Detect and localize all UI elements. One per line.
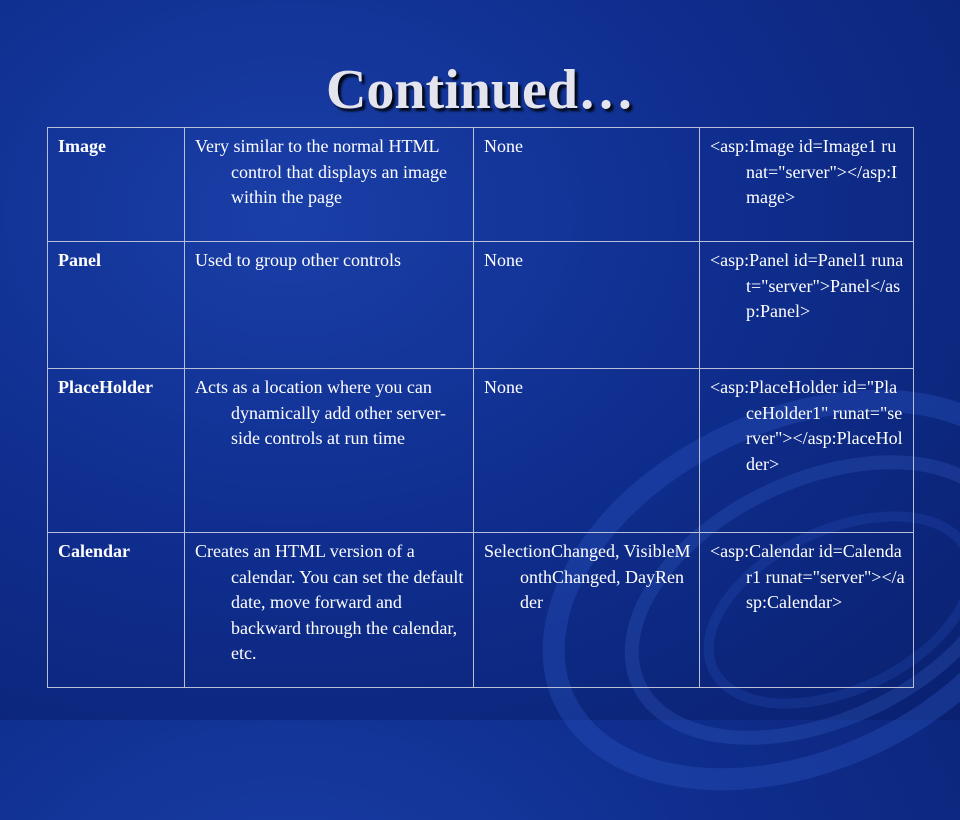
syntax-cell [700, 242, 914, 369]
syntax-text: <asp:Image id=Image1 runat="server"></asp:Image> [710, 136, 898, 207]
syntax-text: <asp:Calendar id=Calendar1 runat="server"></asp:Calendar> [710, 541, 905, 612]
description-text: Very similar to the normal HTML control that displays an image within the page [195, 136, 447, 207]
syntax-cell [700, 369, 914, 533]
events-text: None [484, 377, 523, 397]
description-cell [185, 242, 474, 369]
events-text: SelectionChanged, VisibleMonthChanged, DayRender [484, 541, 691, 612]
syntax-text: <asp:Panel id=Panel1 runat="server">Panel</asp:Panel> [710, 250, 904, 321]
description-cell [185, 533, 474, 688]
control-name-cell: Panel [48, 242, 185, 369]
description-text: Acts as a location where you can dynamically add other server-side controls at run time [195, 377, 447, 448]
syntax-text: <asp:PlaceHolder id="PlaceHolder1" runat="server"></asp:PlaceHolder> [710, 377, 903, 474]
events-cell [474, 533, 700, 688]
events-cell [474, 242, 700, 369]
description-cell [185, 128, 474, 242]
syntax-cell [700, 128, 914, 242]
table-row [48, 533, 914, 688]
control-name-cell: PlaceHolder [48, 369, 185, 533]
table-row [48, 369, 914, 533]
events-cell [474, 369, 700, 533]
events-cell [474, 128, 700, 242]
control-name-cell: Calendar [48, 533, 185, 688]
table-row [48, 242, 914, 369]
description-text: Creates an HTML version of a calendar. You can set the default date, move forward and backward through the calendar, etc. [195, 541, 464, 663]
events-text: None [484, 136, 523, 156]
slide-title: Continued… [325, 59, 635, 121]
events-text: None [484, 250, 523, 270]
table-row [48, 128, 914, 242]
control-name-cell: Image [48, 128, 185, 242]
controls-table [47, 127, 914, 688]
description-text: Used to group other controls [195, 250, 401, 270]
description-cell [185, 369, 474, 533]
syntax-cell [700, 533, 914, 688]
